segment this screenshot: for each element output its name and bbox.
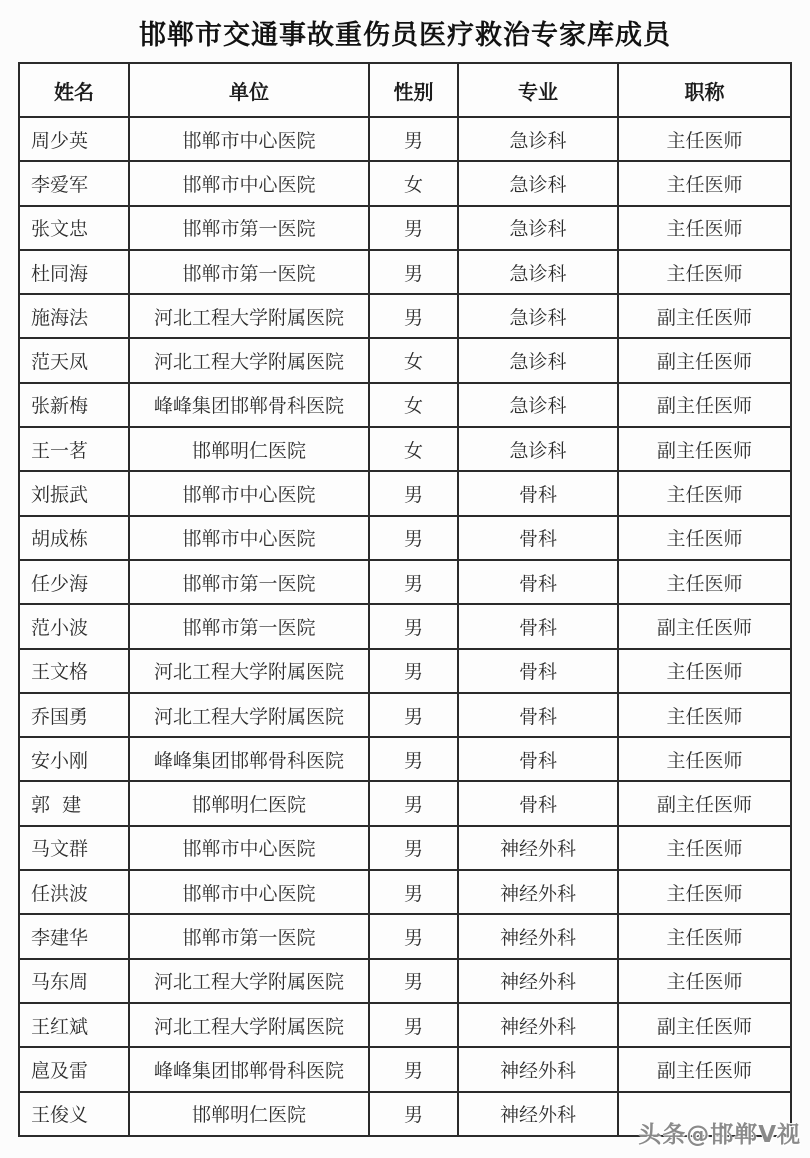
cell-gender: 男	[369, 781, 458, 825]
cell-gender: 男	[369, 516, 458, 560]
table-row	[19, 693, 791, 737]
cell-unit: 邯郸明仁医院	[129, 781, 369, 825]
cell-title: 主任医师	[618, 206, 791, 250]
cell-name: 王文格	[19, 649, 129, 693]
cell-specialty: 神经外科	[458, 870, 618, 914]
cell-title: 副主任医师	[618, 1047, 791, 1091]
cell-title: 主任医师	[618, 250, 791, 294]
cell-unit: 邯郸市中心医院	[129, 471, 369, 515]
cell-gender: 男	[369, 250, 458, 294]
cell-title: 副主任医师	[618, 294, 791, 338]
cell-specialty: 神经外科	[458, 914, 618, 958]
cell-gender: 男	[369, 117, 458, 161]
cell-gender: 男	[369, 1092, 458, 1136]
cell-name: 安小刚	[19, 737, 129, 781]
table-row	[19, 959, 791, 1003]
cell-unit: 邯郸市中心医院	[129, 161, 369, 205]
cell-unit: 邯郸市第一医院	[129, 250, 369, 294]
cell-specialty: 骨科	[458, 604, 618, 648]
header-unit: 单位	[129, 63, 369, 117]
cell-title: 主任医师	[618, 959, 791, 1003]
cell-unit: 河北工程大学附属医院	[129, 294, 369, 338]
table-row	[19, 1003, 791, 1047]
cell-specialty: 急诊科	[458, 206, 618, 250]
table-row	[19, 383, 791, 427]
cell-unit: 河北工程大学附属医院	[129, 649, 369, 693]
table-row	[19, 427, 791, 471]
cell-name: 施海法	[19, 294, 129, 338]
table-row	[19, 560, 791, 604]
cell-name: 王红斌	[19, 1003, 129, 1047]
table-row	[19, 826, 791, 870]
cell-gender: 男	[369, 914, 458, 958]
cell-specialty: 骨科	[458, 516, 618, 560]
cell-unit: 河北工程大学附属医院	[129, 338, 369, 382]
table-row	[19, 516, 791, 560]
cell-name: 杜同海	[19, 250, 129, 294]
table-row	[19, 781, 791, 825]
cell-name: 胡成栋	[19, 516, 129, 560]
cell-gender: 男	[369, 826, 458, 870]
table-row	[19, 737, 791, 781]
cell-unit: 邯郸明仁医院	[129, 1092, 369, 1136]
cell-specialty: 神经外科	[458, 1092, 618, 1136]
cell-title: 副主任医师	[618, 604, 791, 648]
table-row	[19, 161, 791, 205]
cell-specialty: 急诊科	[458, 294, 618, 338]
table-row	[19, 294, 791, 338]
cell-title: 主任医师	[618, 914, 791, 958]
cell-name: 范天凤	[19, 338, 129, 382]
cell-gender: 男	[369, 693, 458, 737]
table-row	[19, 206, 791, 250]
cell-gender: 男	[369, 604, 458, 648]
cell-unit: 河北工程大学附属医院	[129, 693, 369, 737]
cell-gender: 男	[369, 1003, 458, 1047]
cell-specialty: 神经外科	[458, 1047, 618, 1091]
table-row	[19, 604, 791, 648]
page-title: 邯郸市交通事故重伤员医疗救治专家库成员	[139, 20, 671, 51]
cell-gender: 男	[369, 959, 458, 1003]
table-row	[19, 250, 791, 294]
cell-unit: 邯郸市中心医院	[129, 870, 369, 914]
cell-specialty: 神经外科	[458, 959, 618, 1003]
cell-specialty: 骨科	[458, 471, 618, 515]
cell-unit: 邯郸市中心医院	[129, 516, 369, 560]
cell-name: 王一茗	[19, 427, 129, 471]
cell-name: 乔国勇	[19, 693, 129, 737]
cell-gender: 女	[369, 161, 458, 205]
cell-specialty: 骨科	[458, 737, 618, 781]
cell-specialty: 急诊科	[458, 161, 618, 205]
header-name: 姓名	[19, 63, 129, 117]
cell-unit: 邯郸市第一医院	[129, 206, 369, 250]
cell-name: 李建华	[19, 914, 129, 958]
cell-gender: 女	[369, 383, 458, 427]
cell-unit: 邯郸市第一医院	[129, 604, 369, 648]
cell-specialty: 急诊科	[458, 383, 618, 427]
cell-unit: 邯郸市中心医院	[129, 826, 369, 870]
table-row	[19, 914, 791, 958]
cell-name: 任少海	[19, 560, 129, 604]
header-title: 职称	[618, 63, 791, 117]
cell-name: 周少英	[19, 117, 129, 161]
cell-gender: 男	[369, 560, 458, 604]
cell-specialty: 骨科	[458, 560, 618, 604]
table-row	[19, 338, 791, 382]
cell-name: 马文群	[19, 826, 129, 870]
cell-gender: 女	[369, 338, 458, 382]
cell-gender: 女	[369, 427, 458, 471]
cell-title: 主任医师	[618, 516, 791, 560]
cell-specialty: 急诊科	[458, 427, 618, 471]
table-body	[19, 117, 791, 1136]
cell-gender: 男	[369, 870, 458, 914]
watermark: 头条@邯郸V视	[638, 1122, 801, 1148]
cell-specialty: 神经外科	[458, 826, 618, 870]
cell-title: 副主任医师	[618, 383, 791, 427]
cell-unit: 峰峰集团邯郸骨科医院	[129, 737, 369, 781]
cell-title: 主任医师	[618, 693, 791, 737]
cell-unit: 邯郸市第一医院	[129, 914, 369, 958]
cell-unit: 邯郸明仁医院	[129, 427, 369, 471]
cell-title: 副主任医师	[618, 1003, 791, 1047]
cell-title: 主任医师	[618, 117, 791, 161]
cell-title: 副主任医师	[618, 781, 791, 825]
cell-title: 主任医师	[618, 649, 791, 693]
header-specialty: 专业	[458, 63, 618, 117]
cell-gender: 男	[369, 206, 458, 250]
experts-table	[18, 62, 792, 1137]
header-row	[19, 63, 791, 117]
cell-title: 主任医师	[618, 737, 791, 781]
cell-name: 任洪波	[19, 870, 129, 914]
cell-title: 主任医师	[618, 471, 791, 515]
cell-name: 扈及雷	[19, 1047, 129, 1091]
cell-gender: 男	[369, 649, 458, 693]
cell-title: 副主任医师	[618, 338, 791, 382]
cell-name: 张新梅	[19, 383, 129, 427]
cell-name: 刘振武	[19, 471, 129, 515]
cell-specialty: 急诊科	[458, 250, 618, 294]
cell-unit: 河北工程大学附属医院	[129, 1003, 369, 1047]
table-row	[19, 649, 791, 693]
table-header	[19, 63, 791, 117]
table-row	[19, 870, 791, 914]
cell-title: 副主任医师	[618, 427, 791, 471]
cell-specialty: 骨科	[458, 781, 618, 825]
cell-name: 张文忠	[19, 206, 129, 250]
cell-title: 主任医师	[618, 560, 791, 604]
table-row	[19, 1047, 791, 1091]
cell-gender: 男	[369, 294, 458, 338]
cell-unit: 邯郸市第一医院	[129, 560, 369, 604]
cell-specialty: 骨科	[458, 649, 618, 693]
cell-unit: 河北工程大学附属医院	[129, 959, 369, 1003]
cell-specialty: 急诊科	[458, 117, 618, 161]
cell-specialty: 急诊科	[458, 338, 618, 382]
cell-name: 李爱军	[19, 161, 129, 205]
cell-unit: 峰峰集团邯郸骨科医院	[129, 1047, 369, 1091]
cell-name: 马东周	[19, 959, 129, 1003]
cell-gender: 男	[369, 1047, 458, 1091]
table-row	[19, 471, 791, 515]
cell-specialty: 骨科	[458, 693, 618, 737]
cell-gender: 男	[369, 737, 458, 781]
cell-specialty: 神经外科	[458, 1003, 618, 1047]
cell-title: 主任医师	[618, 826, 791, 870]
cell-name: 郭 建	[19, 781, 129, 825]
cell-unit: 邯郸市中心医院	[129, 117, 369, 161]
cell-title: 主任医师	[618, 870, 791, 914]
cell-name: 范小波	[19, 604, 129, 648]
cell-title: 主任医师	[618, 161, 791, 205]
table-row	[19, 117, 791, 161]
cell-gender: 男	[369, 471, 458, 515]
cell-unit: 峰峰集团邯郸骨科医院	[129, 383, 369, 427]
cell-name: 王俊义	[19, 1092, 129, 1136]
header-gender: 性别	[369, 63, 458, 117]
